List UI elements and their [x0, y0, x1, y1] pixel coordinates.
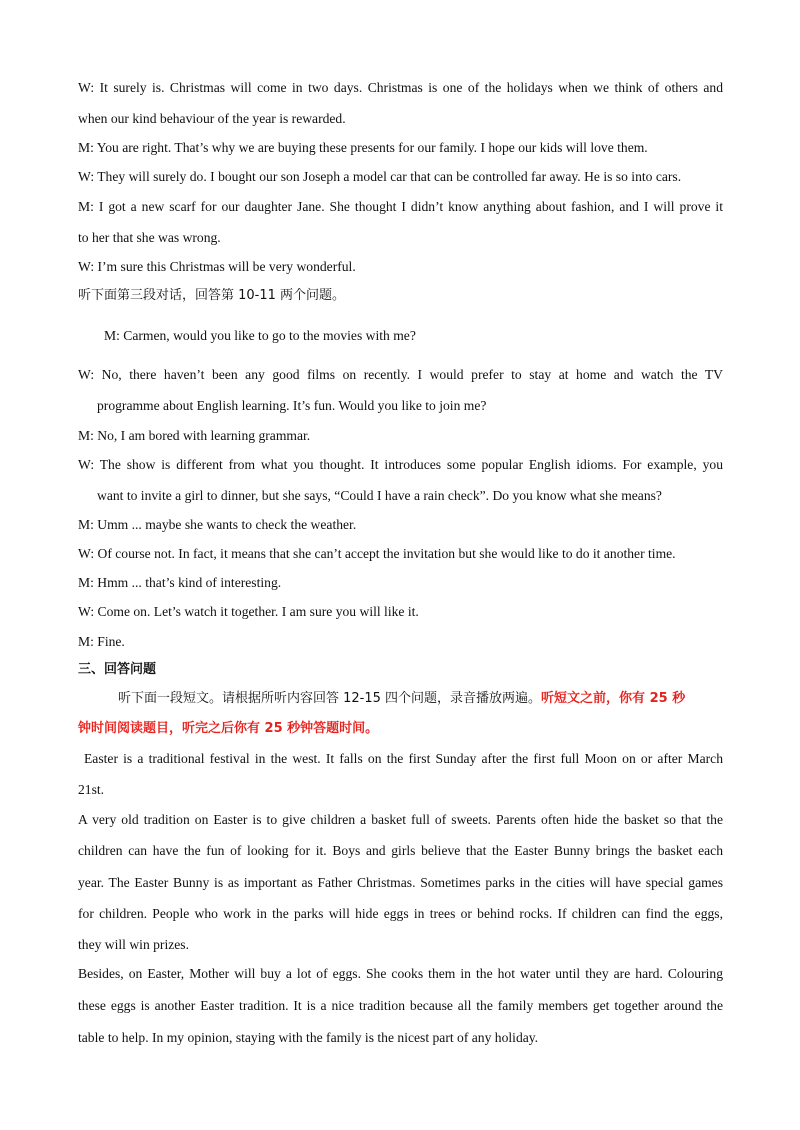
- dialogue3-line: M: Carmen, would you like to go to the movies with me?: [104, 328, 416, 343]
- dialogue2-line: when our kind behaviour of the year is rewarded.: [78, 111, 346, 126]
- passage-line: 21st.: [78, 782, 105, 797]
- part3-heading: 三、回答问题: [78, 662, 157, 677]
- dialogue3-line: M: Umm ... maybe she wants to check the weather.: [78, 517, 357, 532]
- dialogue3-line: W: Of course not. In fact, it means that she can’t accept the invitation but she would like to do it another time.: [78, 546, 676, 561]
- dialogue3-line: M: Hmm ... that’s kind of interesting.: [78, 575, 282, 590]
- part3-instruction-highlight: 钟时间阅读题目，听完之后你有 25 秒钟答题时间。: [78, 721, 379, 736]
- part3-instruction: [118, 690, 723, 708]
- part3-instruction-cont: [78, 720, 723, 738]
- dialogue3-line: M: No, I am bored with learning grammar.: [78, 428, 311, 443]
- passage-line: Besides, on Easter, Mother will buy a lot of eggs. She cooks them in the hot water until they are hard. Colouring: [78, 966, 723, 981]
- dialogue2-line: to her that she was wrong.: [78, 230, 221, 245]
- passage-line: for children. People who work in the parks will hide eggs in trees or behind rocks. If children can find the eggs,: [78, 906, 723, 921]
- part3-instruction-highlight: 听短文之前，你有 25 秒: [541, 691, 686, 706]
- dialogue3-line: programme about English learning. It’s fun. Would you like to join me?: [97, 398, 487, 413]
- passage-line: Easter is a traditional festival in the west. It falls on the first Sunday after the first full Moon on or after March: [84, 751, 723, 766]
- passage-line: these eggs is another Easter tradition. It is a nice tradition because all the family members get together around the: [78, 998, 723, 1013]
- dialogue3-line: W: Come on. Let’s watch it together. I am sure you will like it.: [78, 604, 419, 619]
- dialogue3-line: M: Fine.: [78, 634, 125, 649]
- dialogue2-line: W: I’m sure this Christmas will be very wonderful.: [78, 259, 356, 274]
- dialogue2-line: M: I got a new scarf for our daughter Jane. She thought I didn’t know anything about fashion, and I will prove it: [78, 199, 723, 214]
- part3-instruction-plain: 听下面一段短文。请根据所听内容回答 12-15 四个问题，录音播放两遍。: [118, 691, 542, 706]
- passage-line: A very old tradition on Easter is to give children a basket full of sweets. Parents often hide the basket so that the: [78, 812, 723, 827]
- section3-instruction: 听下面第三段对话，回答第 10-11 两个问题。: [78, 288, 346, 303]
- dialogue3-line: want to invite a girl to dinner, but she says, “Could I have a rain check”. Do you know what she means?: [97, 488, 662, 503]
- dialogue3-line: W: No, there haven’t been any good films on recently. I would prefer to stay at home and watch the TV: [78, 367, 723, 382]
- passage-line: table to help. In my opinion, staying with the family is the nicest part of any holiday.: [78, 1030, 539, 1045]
- passage-line: they will win prizes.: [78, 937, 189, 952]
- dialogue3-line: W: The show is different from what you thought. It introduces some popular English idioms. For example, you: [78, 457, 723, 472]
- dialogue2-line: W: It surely is. Christmas will come in two days. Christmas is one of the holidays when we think of others and: [78, 80, 723, 95]
- passage-line: year. The Easter Bunny is as important as Father Christmas. Sometimes parks in the cities will have special games: [78, 875, 723, 890]
- passage-line: children can have the fun of looking for it. Boys and girls believe that the Easter Bunny brings the basket each: [78, 843, 723, 858]
- dialogue2-line: M: You are right. That’s why we are buying these presents for our family. I hope our kids will love them.: [78, 140, 648, 155]
- dialogue2-line: W: They will surely do. I bought our son Joseph a model car that can be controlled far away. He is so into cars.: [78, 169, 682, 184]
